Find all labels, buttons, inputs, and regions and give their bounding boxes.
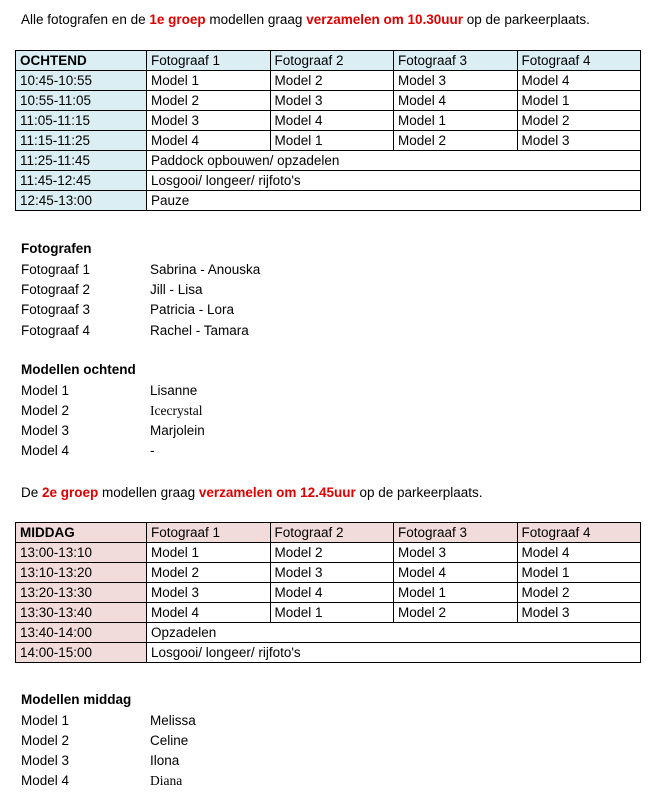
- table-cell: Model 3: [147, 111, 271, 131]
- list-item: [21, 262, 260, 277]
- table-header-cell: Fotograaf 1: [147, 523, 271, 543]
- time-cell: 11:25-11:45: [16, 151, 147, 171]
- table-cell: Model 1: [517, 563, 641, 583]
- table-row: [16, 131, 641, 151]
- list-item-key: Model 3: [21, 423, 70, 438]
- table-cell: Model 1: [517, 91, 641, 111]
- modellen-ochtend-title: Modellen ochtend: [21, 362, 136, 377]
- intro-afternoon-mid: modellen graag: [98, 485, 199, 500]
- table-cell: Model 1: [394, 111, 518, 131]
- schedule-table-afternoon: [15, 522, 641, 663]
- table-header-cell: Fotograaf 3: [394, 523, 518, 543]
- intro-morning-pre: Alle fotografen en de: [21, 12, 150, 27]
- activity-cell: Losgooi/ longeer/ rijfoto's: [147, 171, 641, 191]
- table-row: [16, 111, 641, 131]
- table-cell: Model 3: [394, 543, 518, 563]
- table-cell: Model 3: [270, 563, 394, 583]
- time-cell: 10:55-11:05: [16, 91, 147, 111]
- time-cell: 13:40-14:00: [16, 623, 147, 643]
- modellen-middag-title: Modellen middag: [21, 692, 132, 707]
- intro-afternoon-group: 2e groep: [42, 485, 99, 500]
- activity-cell: Pauze: [147, 191, 641, 211]
- list-item-value: Celine: [150, 733, 189, 748]
- list-item-value: Marjolein: [150, 423, 205, 438]
- table-row: [16, 583, 641, 603]
- list-item: [21, 302, 234, 317]
- list-item-value: Icecrystal: [150, 403, 203, 418]
- list-item-key: Fotograaf 1: [21, 262, 91, 277]
- list-item: [21, 733, 188, 748]
- intro-morning: [21, 12, 590, 27]
- list-item-value: Diana: [150, 773, 183, 788]
- time-cell: 13:00-13:10: [16, 543, 147, 563]
- table-header-cell: Fotograaf 4: [517, 523, 641, 543]
- intro-afternoon: [21, 485, 483, 500]
- table-row: [16, 171, 641, 191]
- table-cell: Model 2: [270, 543, 394, 563]
- table-row: [16, 151, 641, 171]
- table-row: [16, 563, 641, 583]
- time-cell: 11:45-12:45: [16, 171, 147, 191]
- table-cell: Model 4: [517, 71, 641, 91]
- time-cell: 11:05-11:15: [16, 111, 147, 131]
- list-item: [21, 773, 182, 789]
- list-item-key: Model 2: [21, 403, 70, 418]
- activity-cell: Losgooi/ longeer/ rijfoto's: [147, 643, 641, 663]
- list-item-value: Lisanne: [150, 383, 198, 398]
- table-header-cell: Fotograaf 3: [394, 51, 518, 71]
- list-item: [21, 753, 179, 768]
- table-cell: Model 1: [394, 583, 518, 603]
- time-cell: 14:00-15:00: [16, 643, 147, 663]
- list-item-key: Model 4: [21, 443, 70, 458]
- list-item-value: Jill - Lisa: [150, 282, 203, 297]
- list-item: [21, 443, 155, 458]
- schedule-table-morning: [15, 50, 641, 211]
- table-cell: Model 4: [270, 583, 394, 603]
- table-cell: Model 1: [147, 543, 271, 563]
- table-cell: Model 2: [394, 131, 518, 151]
- table-cell: Model 3: [147, 583, 271, 603]
- table-cell: Model 3: [517, 131, 641, 151]
- table-cell: Model 2: [147, 563, 271, 583]
- table-cell: Model 4: [394, 91, 518, 111]
- list-item-value: Melissa: [150, 713, 196, 728]
- list-item: [21, 282, 203, 297]
- table-row: [16, 91, 641, 111]
- intro-morning-mid: modellen graag: [205, 12, 307, 27]
- list-item: [21, 713, 196, 728]
- table-row: [16, 643, 641, 663]
- time-cell: 10:45-10:55: [16, 71, 147, 91]
- list-item: [21, 403, 202, 419]
- table-cell: Model 1: [270, 131, 394, 151]
- list-item-value: Sabrina - Anouska: [150, 262, 261, 277]
- intro-afternoon-pre: De: [21, 485, 43, 500]
- table-header-cell: Fotograaf 2: [270, 51, 394, 71]
- table-header-cell: Fotograaf 4: [517, 51, 641, 71]
- table-header-cell: Fotograaf 1: [147, 51, 271, 71]
- table-cell: Model 3: [270, 91, 394, 111]
- list-item-key: Fotograaf 3: [21, 302, 91, 317]
- intro-afternoon-post: op de parkeerplaats.: [355, 485, 483, 500]
- table-cell: Model 1: [147, 71, 271, 91]
- table-cell: Model 2: [517, 111, 641, 131]
- table-cell: Model 4: [394, 563, 518, 583]
- time-cell: 13:20-13:30: [16, 583, 147, 603]
- table-cell: Model 1: [270, 603, 394, 623]
- table-header-cell: Fotograaf 2: [270, 523, 394, 543]
- table-cell: Model 4: [270, 111, 394, 131]
- table-row: [16, 543, 641, 563]
- intro-afternoon-meet: verzamelen om 12.45uur: [198, 485, 356, 500]
- table-cell: Model 4: [147, 131, 271, 151]
- list-item-key: Fotograaf 2: [21, 282, 91, 297]
- table-header-cell: OCHTEND: [16, 51, 147, 71]
- table-cell: Model 3: [394, 71, 518, 91]
- list-item-value: -: [150, 443, 155, 458]
- intro-morning-group: 1e groep: [149, 12, 206, 27]
- table-row: [16, 623, 641, 643]
- intro-morning-meet: verzamelen om 10.30uur: [306, 12, 464, 27]
- list-item-key: Model 3: [21, 753, 70, 768]
- table-row: [16, 603, 641, 623]
- list-item-value: Ilona: [150, 753, 180, 768]
- fotografen-title: Fotografen: [21, 241, 92, 256]
- time-cell: 13:10-13:20: [16, 563, 147, 583]
- table-row: [16, 191, 641, 211]
- table-cell: Model 2: [147, 91, 271, 111]
- list-item-key: Model 2: [21, 733, 70, 748]
- list-item-key: Model 1: [21, 713, 70, 728]
- activity-cell: Opzadelen: [147, 623, 641, 643]
- time-cell: 12:45-13:00: [16, 191, 147, 211]
- table-cell: Model 2: [270, 71, 394, 91]
- time-cell: 13:30-13:40: [16, 603, 147, 623]
- list-item-value: Patricia - Lora: [150, 302, 235, 317]
- list-item-value: Rachel - Tamara: [150, 323, 249, 338]
- table-header-cell: MIDDAG: [16, 523, 147, 543]
- list-item: [21, 423, 205, 438]
- table-cell: Model 3: [517, 603, 641, 623]
- table-cell: Model 2: [394, 603, 518, 623]
- time-cell: 11:15-11:25: [16, 131, 147, 151]
- table-cell: Model 2: [517, 583, 641, 603]
- list-item: [21, 383, 197, 398]
- table-cell: Model 4: [517, 543, 641, 563]
- list-item-key: Fotograaf 4: [21, 323, 91, 338]
- intro-morning-post: op de parkeerplaats.: [463, 12, 590, 27]
- list-item: [21, 323, 249, 338]
- table-row: [16, 71, 641, 91]
- list-item-key: Model 1: [21, 383, 70, 398]
- table-header-row: [16, 51, 641, 71]
- table-header-row: [16, 523, 641, 543]
- table-cell: Model 4: [147, 603, 271, 623]
- activity-cell: Paddock opbouwen/ opzadelen: [147, 151, 641, 171]
- list-item-key: Model 4: [21, 773, 70, 788]
